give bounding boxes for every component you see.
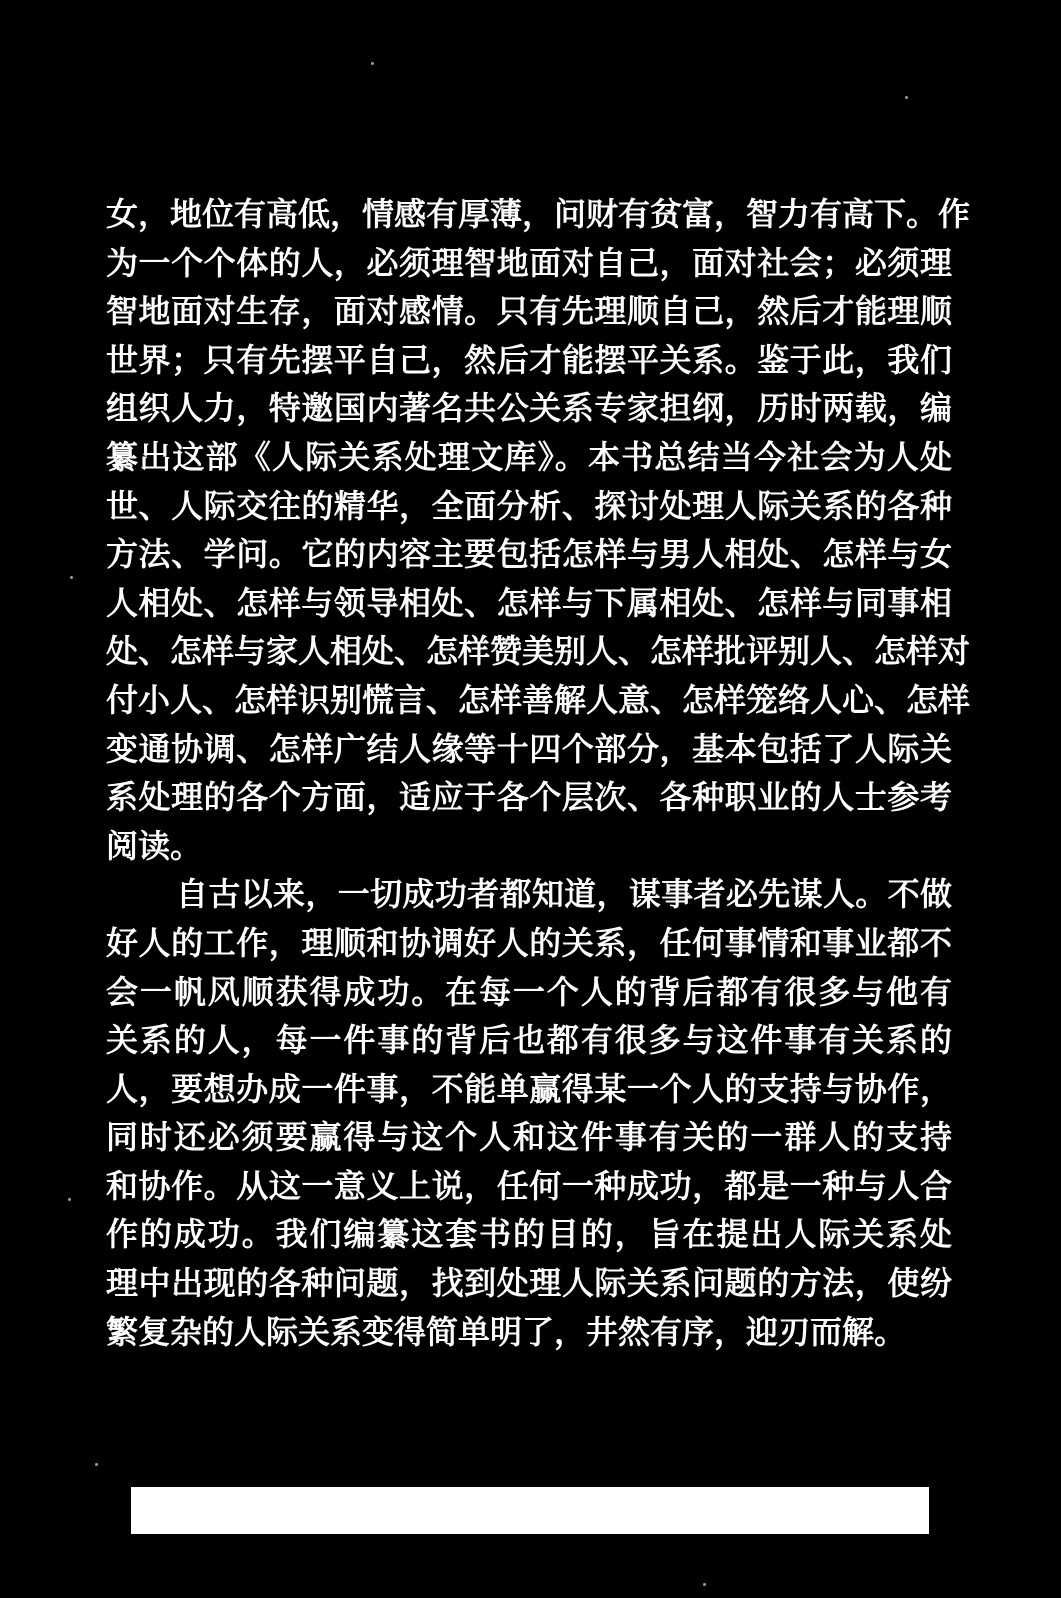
text-line: 为一个个体的人，必须理智地面对自己，面对社会；必须理 bbox=[106, 243, 952, 282]
text-line: 人，要想办成一件事，不能单赢得某一个人的支持与协作， bbox=[106, 1069, 952, 1108]
body-text bbox=[106, 190, 971, 1356]
text-line: 组织人力，特邀国内著名共公关系专家担纲，历时两载，编 bbox=[106, 389, 952, 428]
text-line: 好人的工作，理顺和协调好人的关系，任何事情和事业都不 bbox=[106, 923, 952, 962]
text-line: 关系的人，每一件事的背后也都有很多与这件事有关系的 bbox=[106, 1021, 952, 1060]
text-line: 处、怎样与家人相处、怎样赞美别人、怎样批评别人、怎样对 bbox=[106, 632, 971, 671]
text-line: 同时还必须要赢得与这个人和这件事有关的一群人的支持 bbox=[106, 1118, 952, 1157]
text-line: 变通协调、怎样广结人缘等十四个部分，基本包括了人际关 bbox=[106, 729, 952, 768]
text-line: 纂出这部《人际关系处理文库》。本书总结当今社会为人处 bbox=[106, 437, 952, 476]
text-line: 阅读。 bbox=[106, 826, 203, 865]
text-line: 系处理的各个方面，适应于各个层次、各种职业的人士参考 bbox=[106, 778, 952, 817]
scan-speck bbox=[68, 1198, 71, 1201]
scan-speck bbox=[905, 96, 908, 99]
text-line: 理中出现的各种问题，找到处理人际关系问题的方法，使纷 bbox=[106, 1264, 952, 1303]
text-line: 会一帆风顺获得成功。在每一个人的背后都有很多与他有 bbox=[106, 972, 952, 1011]
text-line: 繁复杂的人际关系变得简单明了，井然有序，迎刃而解。 bbox=[106, 1312, 907, 1351]
text-line: 智地面对生存，面对感情。只有先理顺自己，然后才能理顺 bbox=[106, 292, 952, 331]
text-line: 付小人、怎样识别慌言、怎样善解人意、怎样笼络人心、怎样 bbox=[106, 680, 971, 719]
text-line: 方法、学问。它的内容主要包括怎样与男人相处、怎样与女 bbox=[106, 535, 952, 574]
text-line: 女，地位有高低，情感有厚薄，问财有贫富，智力有高下。作 bbox=[106, 195, 971, 233]
text-line: 世、人际交往的精华，全面分析、探讨处理人际关系的各种 bbox=[106, 486, 952, 525]
scan-speck bbox=[371, 62, 374, 65]
text-line: 和协作。从这一意义上说，任何一种成功，都是一种与人合 bbox=[106, 1166, 952, 1205]
text-line: 自古以来，一切成功者都知道，谋事者必先谋人。不做 bbox=[176, 875, 952, 914]
scan-speck bbox=[70, 576, 73, 579]
text-line: 世界；只有先摆平自己，然后才能摆平关系。鉴于此，我们 bbox=[106, 340, 952, 379]
footer-redaction-bar bbox=[131, 1487, 929, 1534]
text-line: 人相处、怎样与领导相处、怎样与下属相处、怎样与同事相 bbox=[106, 583, 952, 622]
scan-speck bbox=[703, 1583, 706, 1586]
scan-speck bbox=[95, 1463, 98, 1466]
text-line: 作的成功。我们编纂这套书的目的，旨在提出人际关系处 bbox=[106, 1215, 952, 1254]
